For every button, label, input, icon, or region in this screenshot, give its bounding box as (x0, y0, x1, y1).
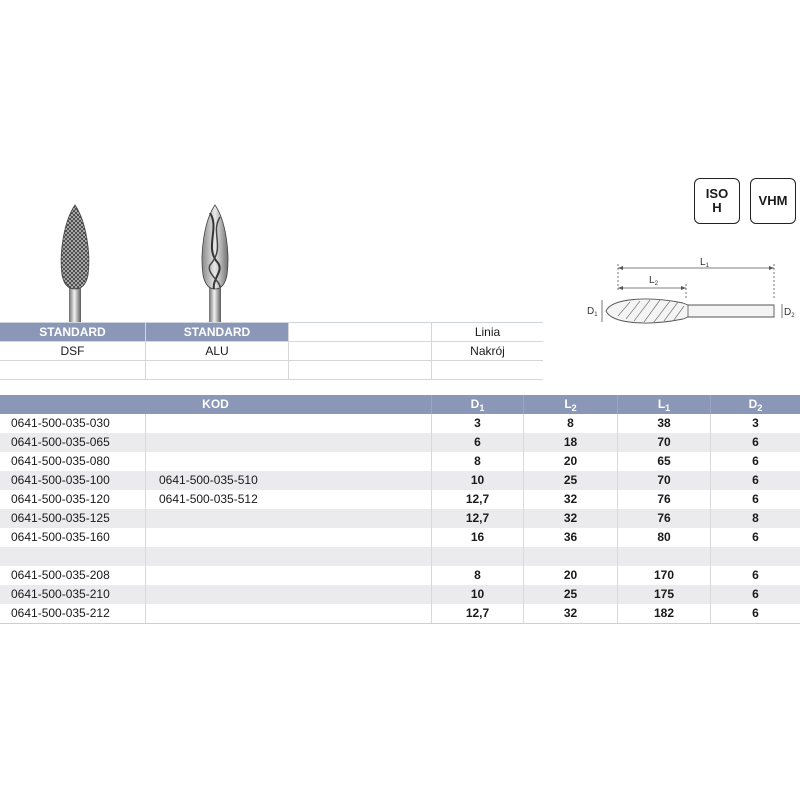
info-cell: STANDARD (0, 323, 145, 342)
d1-cell: 6 (431, 433, 523, 452)
kod-alt-cell (145, 414, 431, 433)
table-row (0, 414, 800, 433)
table-row (0, 490, 800, 509)
vhm-badge: VHM (750, 178, 796, 224)
kod-cell: 0641-500-035-208 (11, 568, 110, 582)
l1-cell: 182 (617, 604, 710, 623)
burr-dsf-image (50, 203, 100, 323)
kod-alt-cell (145, 452, 431, 471)
d2-cell: 6 (710, 471, 800, 490)
kod-cell: 0641-500-035-065 (11, 435, 110, 449)
l1-cell: 65 (617, 452, 710, 471)
table-row (0, 509, 800, 528)
d2-cell: 6 (710, 585, 800, 604)
info-cell: STANDARD (145, 323, 288, 342)
info-row-standard (0, 322, 543, 342)
l2-cell: 8 (523, 414, 617, 433)
kod-alt-cell (145, 528, 431, 547)
info-cell: Nakrój (431, 342, 543, 361)
l1-cell: 76 (617, 490, 710, 509)
dimension-diagram (578, 250, 800, 330)
d1-cell: 3 (431, 414, 523, 433)
kod-alt-cell: 0641-500-035-512 (145, 490, 431, 509)
l1-cell: 76 (617, 509, 710, 528)
info-cell (0, 361, 145, 380)
l2-cell: 18 (523, 433, 617, 452)
d2-cell (710, 547, 800, 566)
l1-cell: 70 (617, 471, 710, 490)
l1-label: $L_1$ (700, 257, 709, 269)
l2-cell: 20 (523, 566, 617, 585)
kod-cell: 0641-500-035-210 (11, 587, 110, 601)
d1-cell: 12,7 (431, 509, 523, 528)
l1-cell (617, 547, 710, 566)
d2-cell: 3 (710, 414, 800, 433)
info-row-empty (0, 361, 543, 380)
kod-alt-cell: 0641-500-035-510 (145, 471, 431, 490)
kod-alt-cell (145, 604, 431, 623)
kod-cell: 0641-500-035-160 (11, 530, 110, 544)
table-row (0, 604, 800, 623)
d1-cell (431, 547, 523, 566)
d1-cell: 12,7 (431, 604, 523, 623)
kod-cell: 0641-500-035-030 (11, 416, 110, 430)
d1-cell: 8 (431, 566, 523, 585)
d2-label: $D_2$ (784, 307, 795, 319)
table-row (0, 547, 800, 566)
info-cell: ALU (145, 342, 288, 361)
l1-cell: 170 (617, 566, 710, 585)
info-cell (288, 323, 431, 342)
kod-alt-cell (145, 566, 431, 585)
d1-cell: 12,7 (431, 490, 523, 509)
d1-cell: 16 (431, 528, 523, 547)
l2-cell: 32 (523, 490, 617, 509)
l1-cell: 70 (617, 433, 710, 452)
kod-cell: 0641-500-035-100 (11, 473, 110, 487)
l1-header: $L_1$ (617, 395, 710, 414)
table-row (0, 433, 800, 452)
l2-cell: 32 (523, 509, 617, 528)
d1-header: $D_1$ (431, 395, 523, 414)
kod-alt-cell (145, 585, 431, 604)
info-cell (431, 361, 543, 380)
info-cell (145, 361, 288, 380)
l1-cell: 80 (617, 528, 710, 547)
burr-alu-image (190, 203, 240, 323)
kod-cell: 0641-500-035-080 (11, 454, 110, 468)
product-table (0, 395, 800, 624)
l2-label: $L_2$ (649, 275, 658, 287)
table-row (0, 585, 800, 604)
table-row (0, 528, 800, 547)
d1-cell: 10 (431, 471, 523, 490)
d2-cell: 6 (710, 566, 800, 585)
d1-cell: 8 (431, 452, 523, 471)
d2-cell: 6 (710, 452, 800, 471)
l2-cell: 32 (523, 604, 617, 623)
table-row (0, 452, 800, 471)
kod-cell (0, 547, 145, 566)
d1-cell: 10 (431, 585, 523, 604)
table-header (0, 395, 800, 414)
l2-cell (523, 547, 617, 566)
info-cell (288, 361, 431, 380)
kod-cell: 0641-500-035-212 (11, 606, 110, 620)
kod-alt-cell (145, 547, 431, 566)
iso-h-badge: ISO H (694, 178, 740, 224)
l1-cell: 38 (617, 414, 710, 433)
l2-cell: 20 (523, 452, 617, 471)
l2-cell: 25 (523, 585, 617, 604)
l2-header: $L_2$ (523, 395, 617, 414)
kod-cell: 0641-500-035-120 (11, 492, 110, 506)
kod-alt-cell (145, 433, 431, 452)
info-cell (288, 342, 431, 361)
d2-cell: 6 (710, 490, 800, 509)
info-cell: DSF (60, 344, 85, 358)
l1-cell: 175 (617, 585, 710, 604)
info-cell: Linia (431, 323, 543, 342)
d2-cell: 8 (710, 509, 800, 528)
kod-header: KOD (202, 397, 229, 411)
table-row (0, 566, 800, 585)
l2-cell: 25 (523, 471, 617, 490)
kod-cell: 0641-500-035-125 (11, 511, 110, 525)
d1-label: $D_1$ (587, 306, 598, 318)
info-row-cut (0, 342, 543, 361)
kod-alt-cell (145, 509, 431, 528)
d2-cell: 6 (710, 604, 800, 623)
d2-cell: 6 (710, 433, 800, 452)
table-row (0, 471, 800, 490)
d2-cell: 6 (710, 528, 800, 547)
l2-cell: 36 (523, 528, 617, 547)
d2-header: $D_2$ (710, 395, 800, 414)
